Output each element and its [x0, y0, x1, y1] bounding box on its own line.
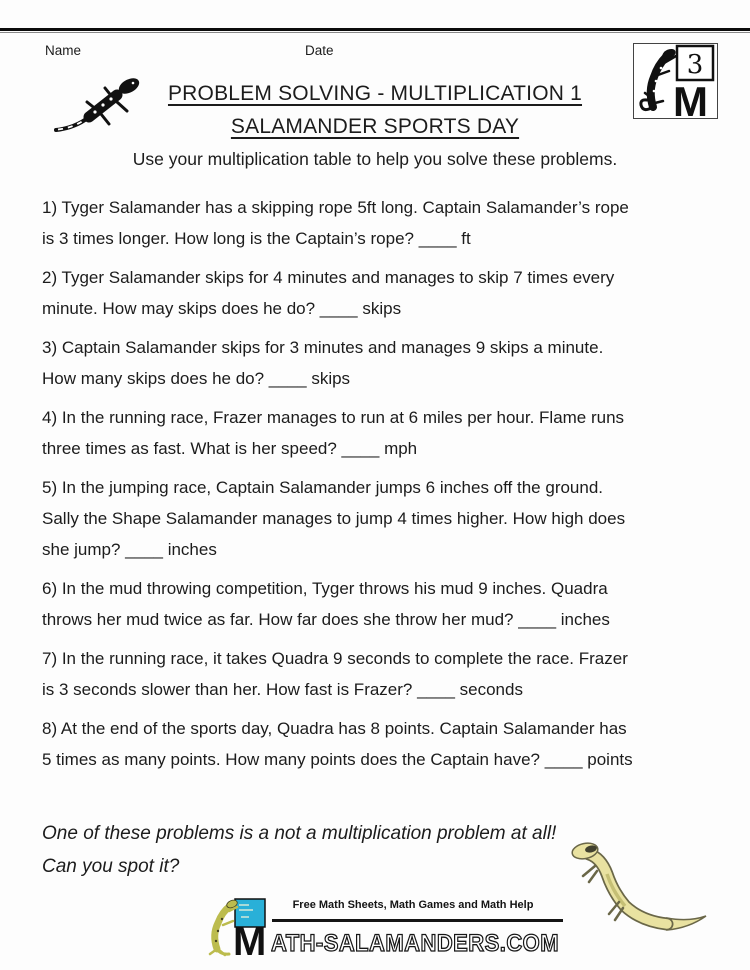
- problem-4-line-2: three times as fast. What is her speed? ____ mph: [42, 439, 418, 458]
- footer-tagline: Free Math Sheets, Math Games and Math Help: [292, 899, 534, 911]
- problem-8-line-1: 8) At the end of the sports day, Quadra has 8 points. Captain Salamander has: [42, 719, 627, 738]
- problem-4-line-1: 4) In the running race, Frazer manages to run at 6 miles per hour. Flame runs: [42, 408, 625, 427]
- problem-1-line-2: is 3 times longer. How long is the Captain’s rope? ____ ft: [42, 229, 471, 248]
- salamander-icon: [563, 838, 713, 938]
- problem-5-line-1: 5) In the jumping race, Captain Salamander jumps 6 inches off the ground.: [42, 478, 604, 497]
- problem-5-line-3: she jump? ____ inches: [42, 540, 217, 559]
- name-label: Name: [45, 43, 82, 58]
- worksheet-subtitle: SALAMANDER SPORTS DAY: [230, 115, 520, 138]
- badge-salamander-icon: [633, 43, 718, 119]
- badge-number: 3: [686, 50, 704, 80]
- problem-5-line-2: Sally the Shape Salamander manages to jump 4 times higher. How high does: [42, 509, 626, 528]
- problem-2-line-1: 2) Tyger Salamander skips for 4 minutes and manages to skip 7 times every: [42, 268, 615, 287]
- instruction-text: Use your multiplication table to help you solve these problems.: [132, 149, 618, 169]
- problem-5: [42, 472, 722, 565]
- footer-site-initial: M: [233, 920, 267, 957]
- problem-7: [42, 643, 722, 705]
- problem-3: [42, 332, 722, 394]
- problem-6-line-2: throws her mud twice as far. How far does she throw her mud? ____ inches: [42, 610, 610, 629]
- problem-8-line-2: 5 times as many points. How many points does the Captain have? ____ points: [42, 750, 633, 769]
- site-name-text: [271, 924, 571, 960]
- problem-3-line-2: How many skips does he do? ____ skips: [42, 369, 351, 388]
- footer-divider: [272, 919, 563, 922]
- problem-1-line-1: 1) Tyger Salamander has a skipping rope 5ft long. Captain Salamander’s rope: [42, 198, 629, 217]
- date-label: Date: [305, 43, 334, 58]
- problem-list: [42, 192, 722, 783]
- footer-site-rest: ATH-SALAMANDERS.COM: [271, 930, 559, 957]
- problem-7-line-2: is 3 seconds slower than her. How fast is Frazer? ____ seconds: [42, 680, 523, 699]
- problem-4: [42, 402, 722, 464]
- badge-letter-m: M: [673, 78, 708, 119]
- problem-2: [42, 262, 722, 324]
- problem-7-line-1: 7) In the running race, it takes Quadra 9 seconds to complete the race. Frazer: [42, 649, 628, 668]
- top-divider-thick: [0, 28, 750, 31]
- challenge-note: [42, 817, 556, 883]
- footer-logo: [205, 897, 277, 962]
- footer-site-name: [271, 924, 571, 965]
- problem-1: [42, 192, 722, 254]
- problem-2-line-2: minute. How may skips does he do? ____ skips: [42, 299, 402, 318]
- problem-8: [42, 713, 722, 775]
- problem-6-line-1: 6) In the mud throwing competition, Tyger throws his mud 9 inches. Quadra: [42, 579, 608, 598]
- problem-6: [42, 573, 722, 635]
- worksheet-title: PROBLEM SOLVING - MULTIPLICATION 1: [167, 82, 583, 105]
- challenge-note-line-2: Can you spot it?: [42, 856, 180, 877]
- top-divider-thin: [0, 32, 750, 33]
- challenge-note-line-1: One of these problems is a not a multiplication problem at all!: [42, 823, 557, 844]
- salamander-illustration-bottom-right: [563, 838, 713, 943]
- footer-salamander-board-icon: [205, 897, 277, 957]
- problem-3-line-1: 3) Captain Salamander skips for 3 minutes and manages 9 skips a minute.: [42, 338, 604, 357]
